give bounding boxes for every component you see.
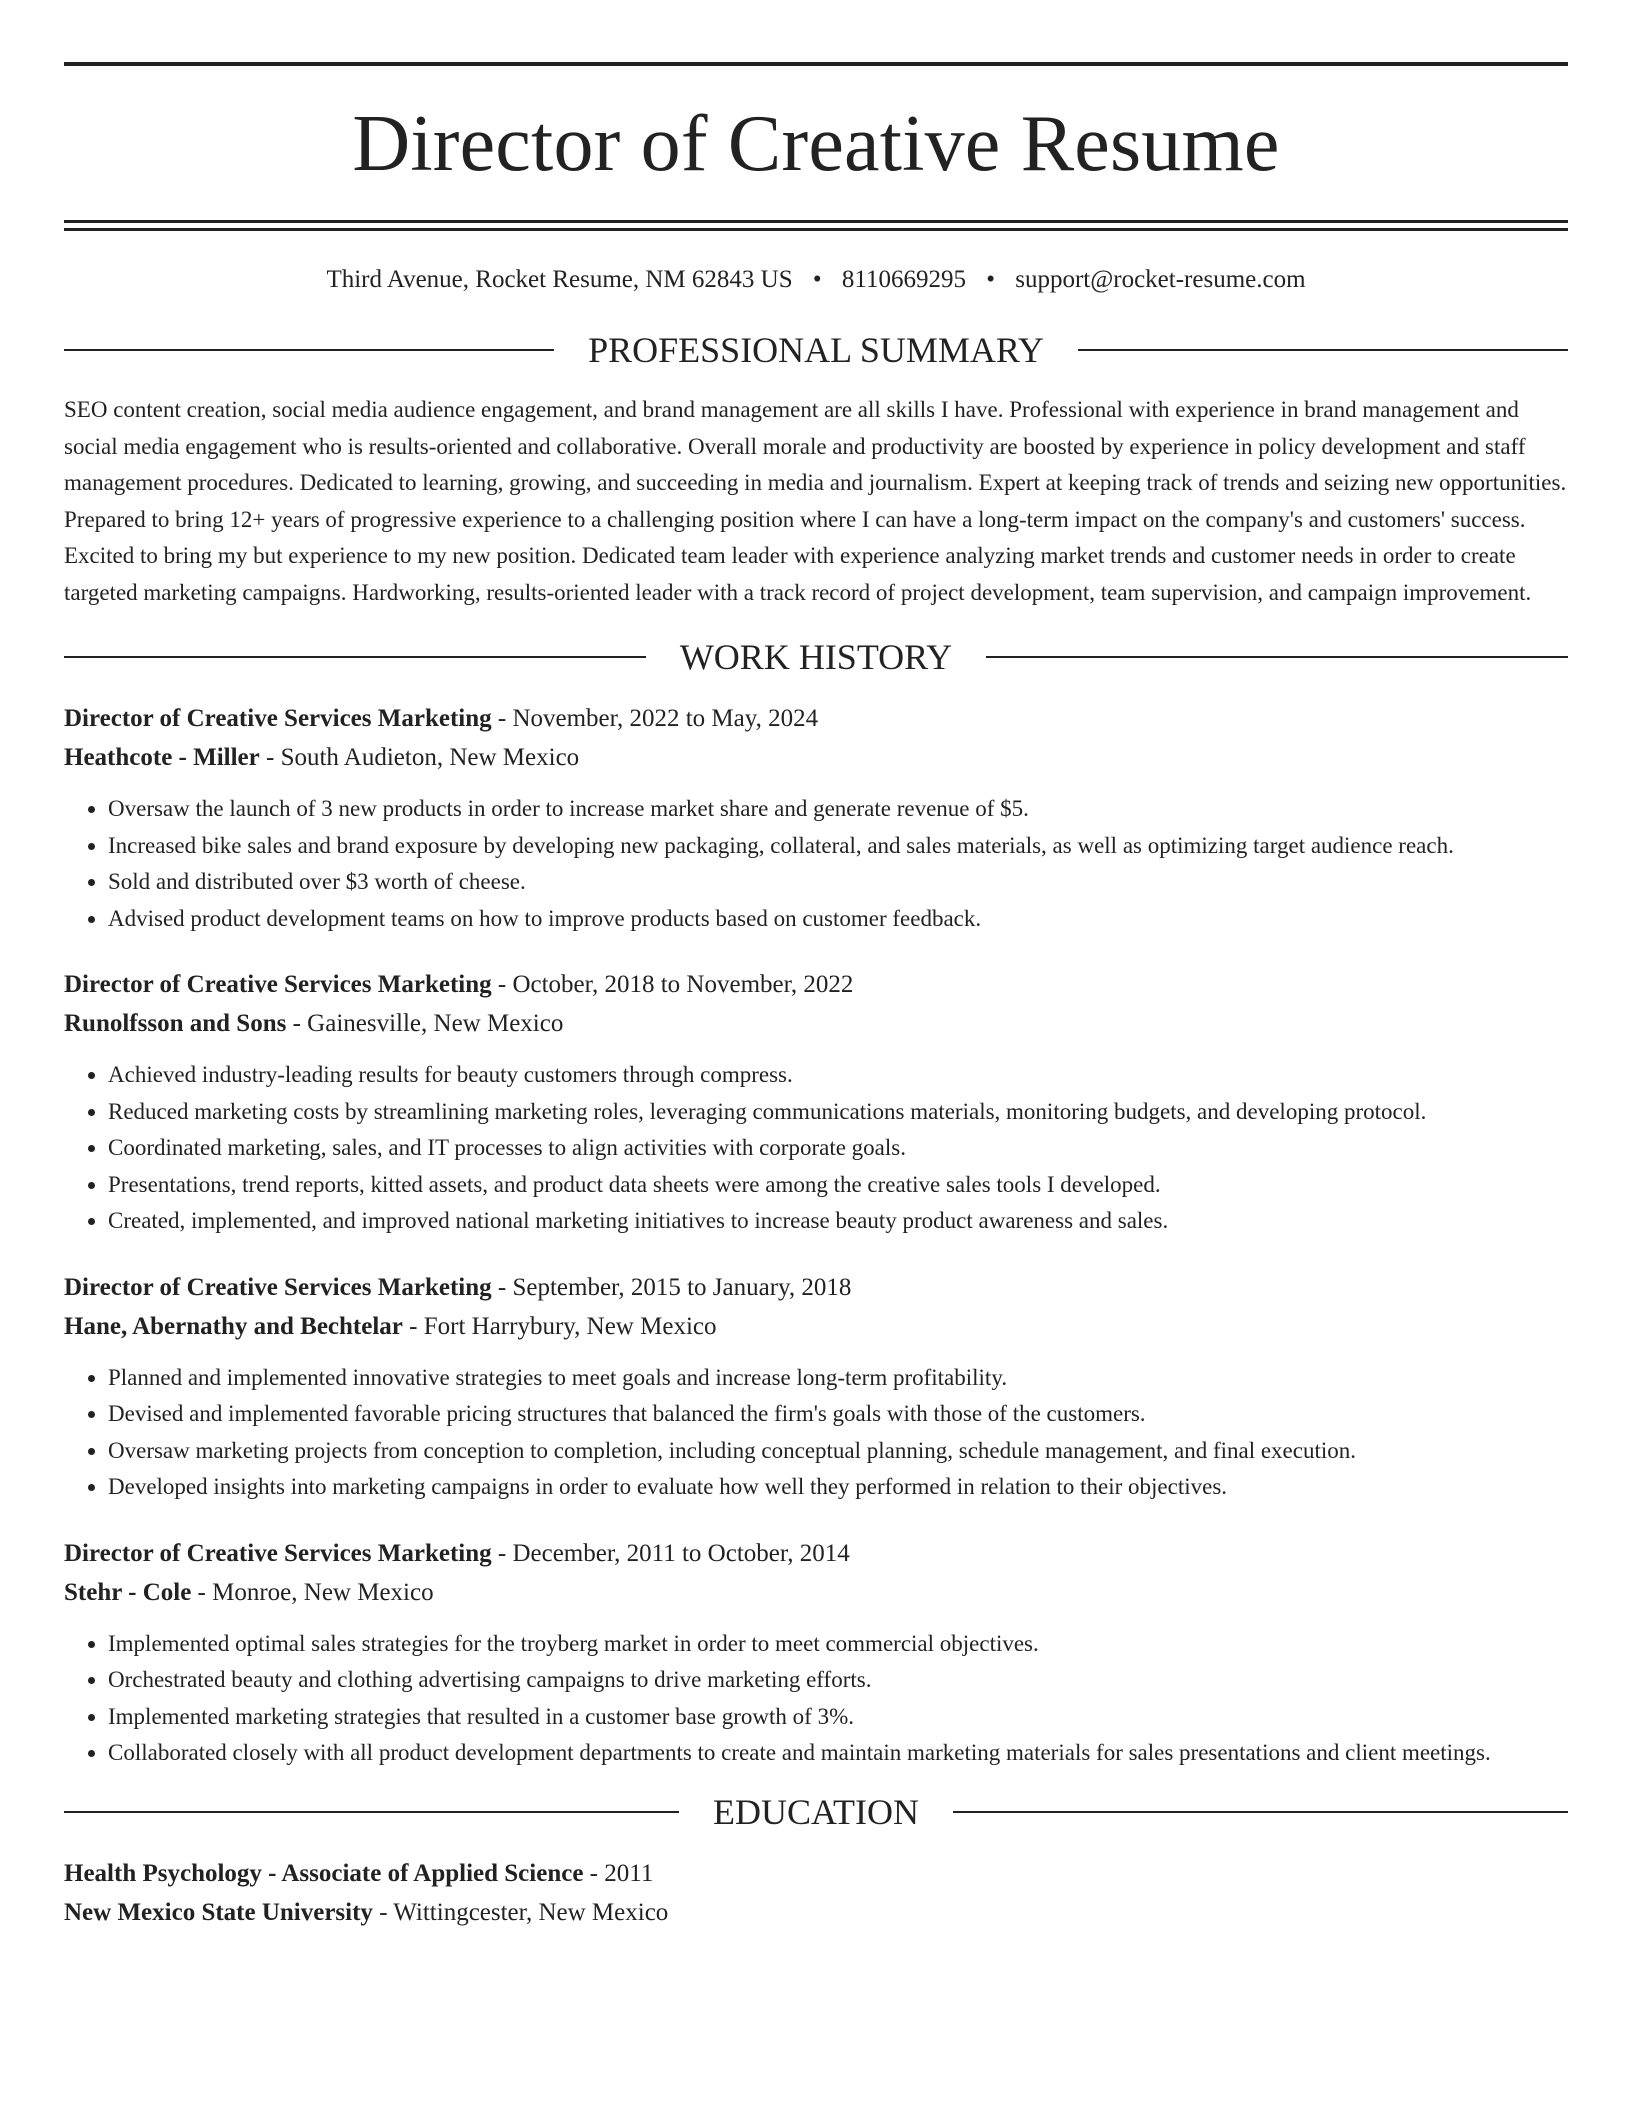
work-history <box>64 699 1568 1772</box>
job-title-line <box>64 965 1568 1004</box>
job-bullets <box>64 1057 1568 1240</box>
heading-rule-right <box>953 1811 1568 1813</box>
job-dates: - September, 2015 to January, 2018 <box>491 1273 852 1301</box>
education-school-line <box>64 1893 1568 1932</box>
education-year: - 2011 <box>583 1859 654 1887</box>
list-item: • Implemented marketing strategies that resulted in a customer base growth of 3%. <box>108 1699 1568 1736</box>
section-heading-label: PROFESSIONAL SUMMARY <box>588 330 1044 370</box>
job-bullets <box>64 1360 1568 1506</box>
section-heading-label: EDUCATION <box>713 1791 919 1832</box>
job-title: Director of Creative Services Marketing <box>64 971 492 998</box>
section-heading-summary <box>64 332 1568 368</box>
contact-line <box>64 267 1568 292</box>
job-entry <box>64 699 1568 937</box>
education-degree-line <box>64 1854 1568 1893</box>
job-title: Director of Creative Services Marketing <box>64 1539 492 1567</box>
list-item: • Created, implemented, and improved national marketing initiatives to increase beauty product awareness and sales. <box>108 1203 1568 1240</box>
section-heading-label: WORK HISTORY <box>679 637 953 677</box>
heading-rule-right <box>1078 349 1568 351</box>
job-company: Runolfsson and Sons <box>64 1010 287 1037</box>
list-item: • Increased bike sales and brand exposure by developing new packaging, collateral, and sales materials, as well as optimizing target audience reach. <box>108 828 1568 865</box>
list-item: • Presentations, trend reports, kitted assets, and product data sheets were among the creative sales tools I developed. <box>108 1167 1568 1204</box>
job-entry <box>64 965 1568 1240</box>
contact-email: support@rocket-resume.com <box>1015 266 1306 293</box>
job-bullets <box>64 1626 1568 1772</box>
job-company-line <box>64 738 1568 777</box>
heading-rule-right <box>986 656 1568 658</box>
job-company-line <box>64 1573 1568 1612</box>
list-item: • Orchestrated beauty and clothing advertising campaigns to drive marketing efforts. <box>108 1662 1568 1699</box>
list-item: • Reduced marketing costs by streamlining marketing roles, leveraging communications materials, monitoring budgets, and developing protocol. <box>108 1094 1568 1131</box>
summary-text: SEO content creation, social media audience engagement, and brand management are all skills I have. Professional with experience in brand management and social media engagement who is results-oriented and collaborative. Overall morale and productivity are boosted by experience in policy development and staff management procedures. Dedicated to learning, growing, and succeeding in media and journalism. Expert at keeping track of trends and seizing new opportunities. Prepared to bring 12+ years of progressive experience to a challenging position where I can have a long-term impact on the company's and customers' success. Excited to bring my but experience to my new position. Dedicated team leader with experience analyzing market trends and customer needs in order to create targeted marketing campaigns. Hardworking, results-oriented leader with a track record of project development, team supervision, and campaign improvement. <box>64 397 1567 605</box>
job-dates: - October, 2018 to November, 2022 <box>491 971 854 998</box>
job-company: Hane, Abernathy and Bechtelar <box>64 1312 403 1340</box>
list-item: • Oversaw marketing projects from conception to completion, including conceptual planning, schedule management, and final execution. <box>108 1433 1568 1470</box>
job-entry <box>64 1268 1568 1506</box>
list-item: • Collaborated closely with all product development departments to create and maintain marketing materials for sales presentations and client meetings. <box>108 1735 1568 1772</box>
list-item: • Advised product development teams on how to improve products based on customer feedback. <box>108 901 1568 938</box>
job-company: Stehr - Cole <box>64 1578 192 1606</box>
list-item: • Devised and implemented favorable pricing structures that balanced the firm's goals with those of the customers. <box>108 1396 1568 1433</box>
contact-phone: 8110669295 <box>841 266 966 293</box>
section-heading-education <box>64 1791 1568 1832</box>
contact-address: Third Avenue, Rocket Resume, NM 62843 US <box>326 266 793 293</box>
heading-rule-left <box>64 656 646 658</box>
title-double-rule <box>64 220 1568 231</box>
list-item: • Planned and implemented innovative strategies to meet goals and increase long-term profitability. <box>108 1360 1568 1397</box>
job-location: - Gainesville, New Mexico <box>286 1010 564 1037</box>
job-company-line <box>64 1307 1568 1346</box>
job-title: Director of Creative Services Marketing <box>64 705 492 732</box>
resume-title: Director of Creative Resume <box>352 100 1280 188</box>
job-location: - Monroe, New Mexico <box>191 1578 434 1606</box>
job-title-line <box>64 1534 1568 1573</box>
list-item: • Implemented optimal sales strategies for the troyberg market in order to meet commercial objectives. <box>108 1626 1568 1663</box>
job-company-line <box>64 1004 1568 1043</box>
contact-separator: • <box>812 266 822 293</box>
heading-rule-left <box>64 349 554 351</box>
top-rule <box>64 62 1568 66</box>
job-title-line <box>64 699 1568 738</box>
job-company: Heathcote - Miller <box>64 744 260 771</box>
job-location: - South Audieton, New Mexico <box>259 744 580 771</box>
contact-separator: • <box>986 266 995 293</box>
education-degree: Health Psychology - Associate of Applied Science <box>64 1859 584 1887</box>
list-item: • Sold and distributed over $3 worth of cheese. <box>108 864 1568 901</box>
job-dates: - November, 2022 to May, 2024 <box>491 705 819 732</box>
list-item: • Developed insights into marketing campaigns in order to evaluate how well they performed in relation to their objectives. <box>108 1469 1568 1506</box>
job-dates: - December, 2011 to October, 2014 <box>491 1539 850 1567</box>
list-item: • Oversaw the launch of 3 new products in order to increase market share and generate revenue of $5. <box>108 791 1568 828</box>
job-title: Director of Creative Services Marketing <box>64 1273 492 1301</box>
job-title-line <box>64 1268 1568 1307</box>
education-entry <box>64 1854 1568 1932</box>
list-item: • Achieved industry-leading results for beauty customers through compress. <box>108 1057 1568 1094</box>
job-entry <box>64 1534 1568 1772</box>
section-heading-work <box>64 639 1568 675</box>
list-item: • Coordinated marketing, sales, and IT processes to align activities with corporate goals. <box>108 1130 1568 1167</box>
heading-rule-left <box>64 1811 679 1813</box>
job-location: - Fort Harrybury, New Mexico <box>402 1312 717 1340</box>
education-school: New Mexico State University <box>64 1898 373 1926</box>
education-location: - Wittingcester, New Mexico <box>372 1898 669 1926</box>
job-bullets <box>64 791 1568 937</box>
